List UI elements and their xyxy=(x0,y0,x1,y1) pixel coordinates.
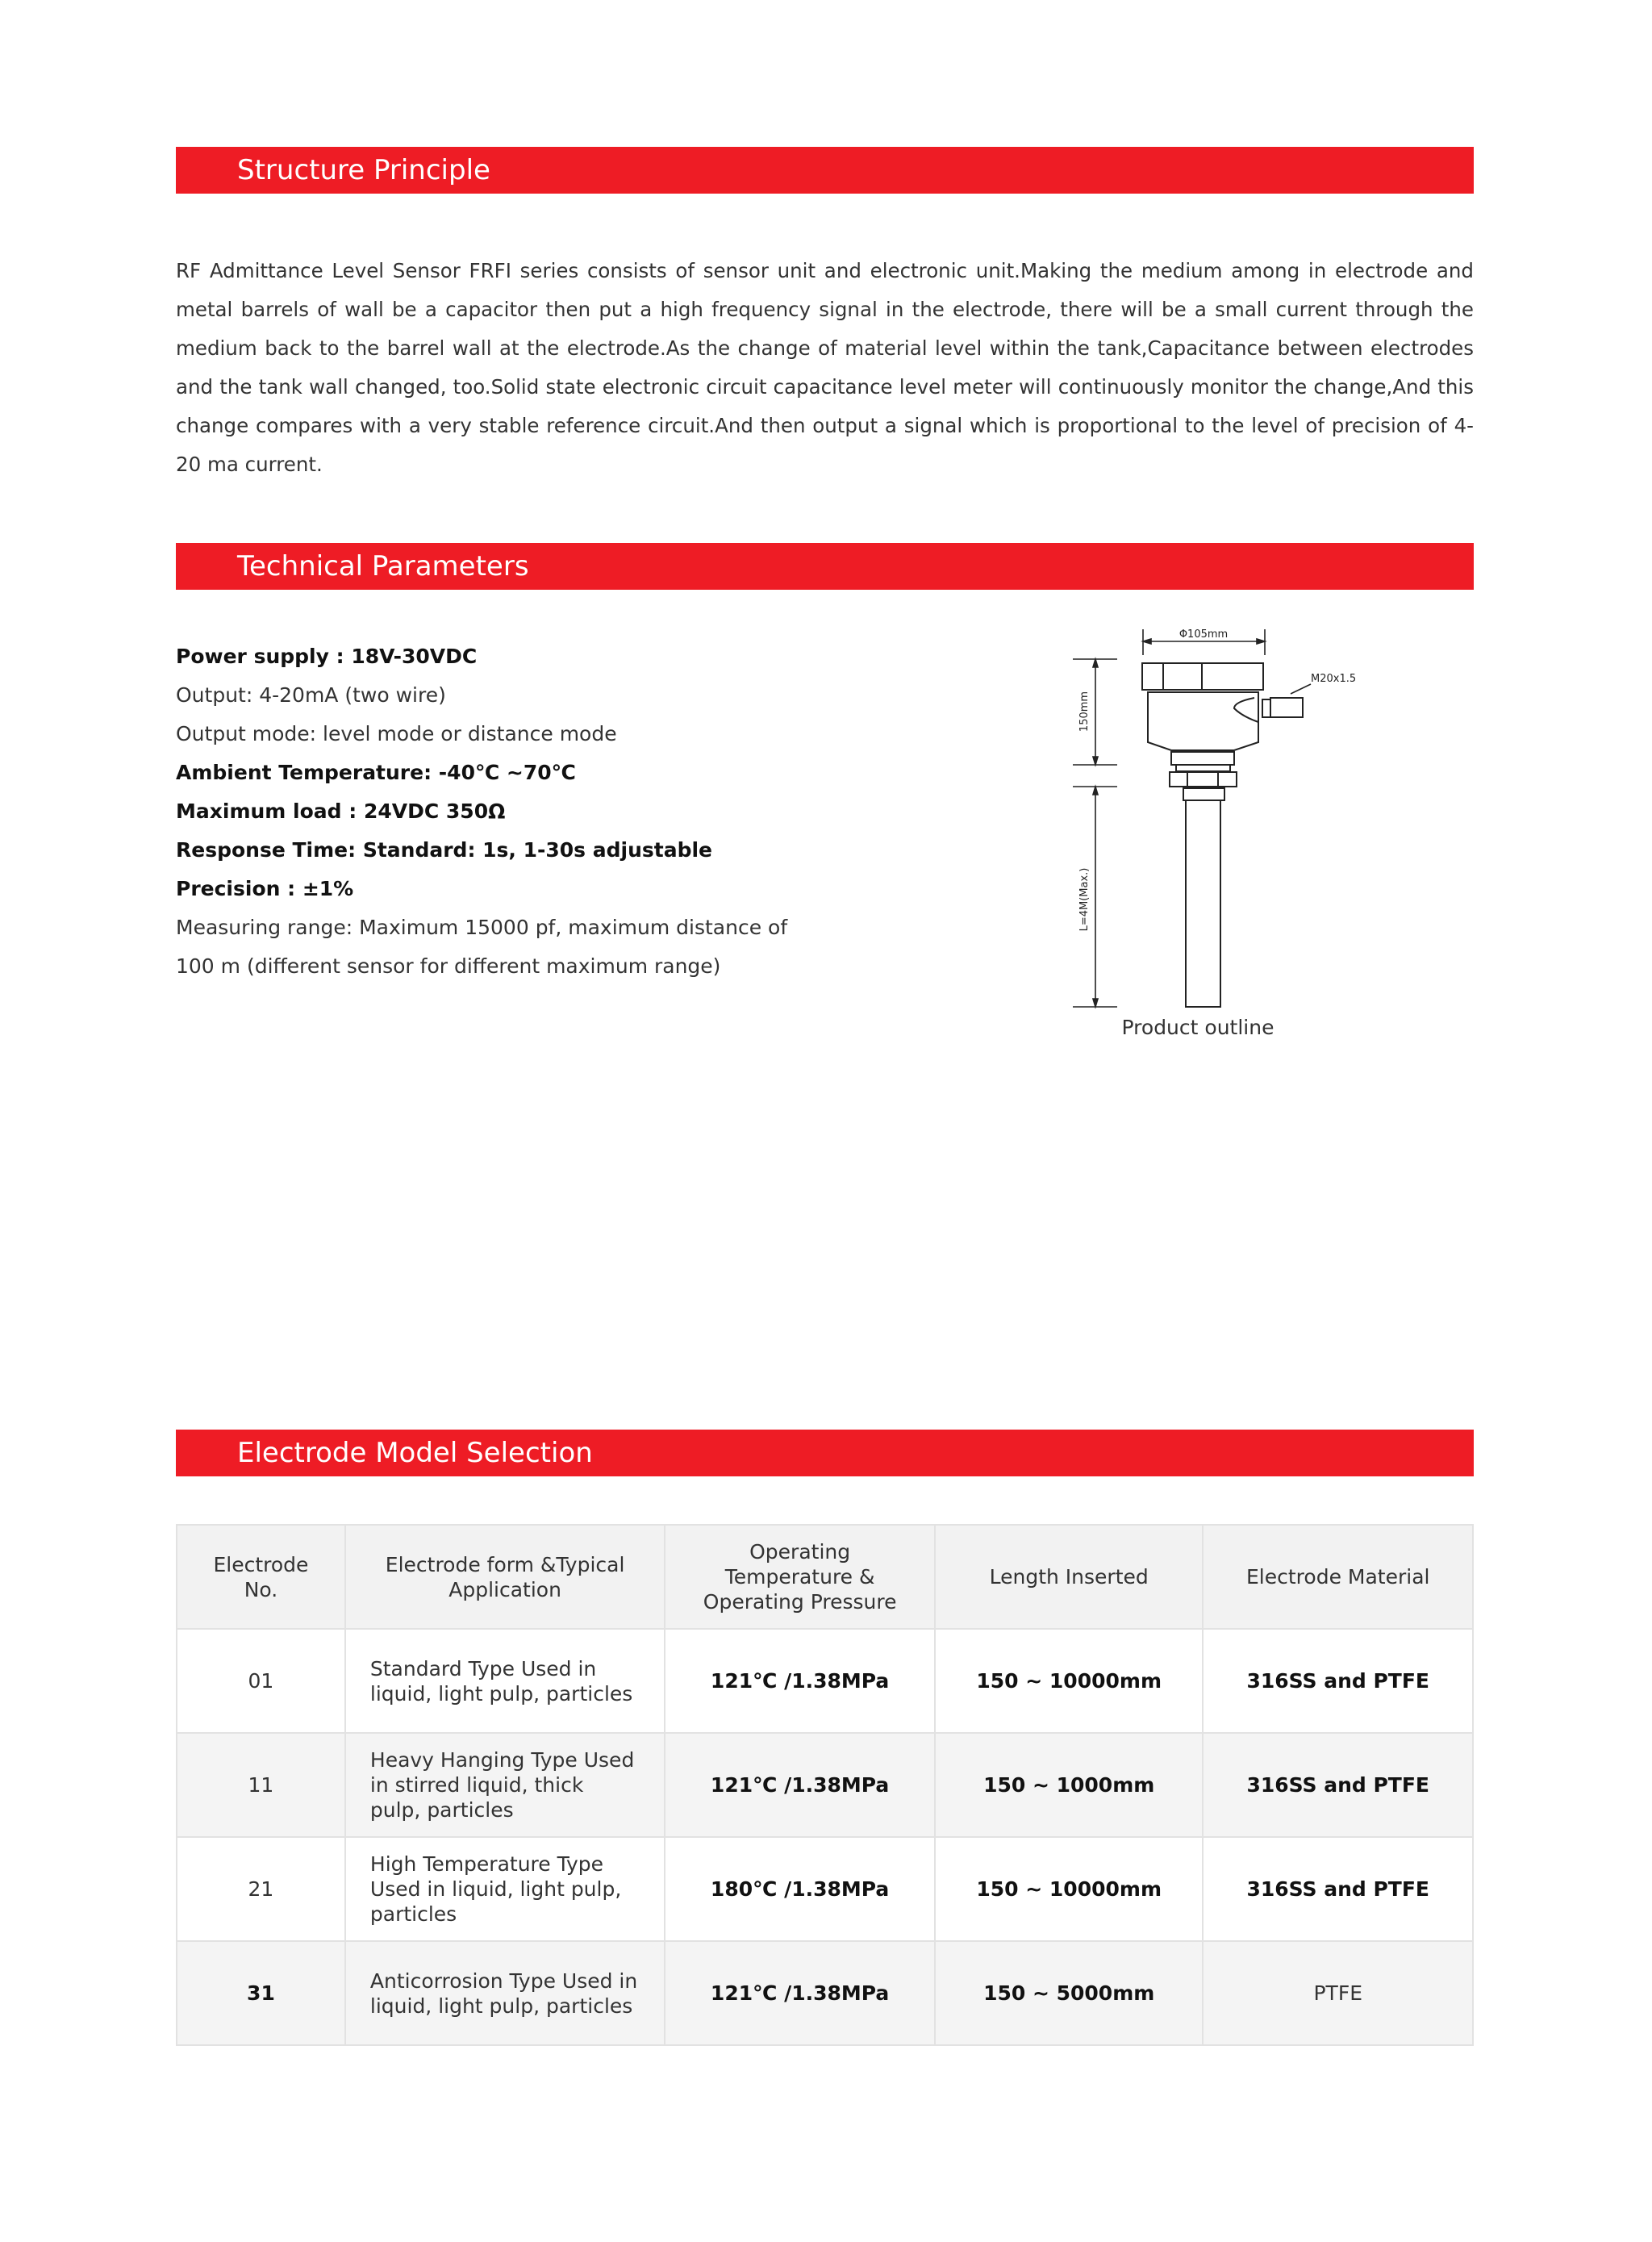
header-electrode-no: Electrode No. xyxy=(177,1525,345,1629)
param-output: Output: 4-20mA (two wire) xyxy=(176,683,446,707)
param-output-mode: Output mode: level mode or distance mode xyxy=(176,722,617,745)
table-row xyxy=(177,1733,1473,1837)
structure-paragraph: RF Admittance Level Sensor FRFI series consists of sensor unit and electronic unit.Making the medium among in electrode and metal barrels of wall be a capacitor then put a high frequency signal in the electrode, there will be a small current through the medium back to the barrel wall at the electrode.As the change of material level within the tank,Capacitance between electrodes and the tank wall changed, too.Solid state electronic circuit capacitance level meter will continuously monitor the change,And this change compares with a very stable reference circuit.And then output a signal which is proportional to the level of precision of 4-20 ma current. xyxy=(176,259,1474,476)
cell-length: 150 ~ 1000mm xyxy=(935,1733,1204,1837)
section-header-electrode: Electrode Model Selection xyxy=(176,1430,1474,1476)
param-measuring-range: Measuring range: Maximum 15000 pf, maximum distance of 100 m (different sensor for different maximum range) xyxy=(176,916,788,978)
param-power-supply: Power supply : 18V-30VDC xyxy=(176,645,478,668)
cell-no: 01 xyxy=(177,1629,345,1733)
table-row xyxy=(177,1629,1473,1733)
product-outline-diagram xyxy=(1032,621,1395,1388)
cell-temp-pressure: 180℃ /1.38MPa xyxy=(665,1837,935,1941)
param-response-time: Response Time: Standard: 1s, 1-30s adjustable xyxy=(176,838,713,862)
cell-length: 150 ~ 10000mm xyxy=(935,1837,1204,1941)
cell-application: Heavy Hanging Type Used in stirred liquid, thick pulp, particles xyxy=(345,1733,665,1837)
param-precision: Precision : ±1% xyxy=(176,877,354,900)
cell-no: 21 xyxy=(177,1837,345,1941)
diagram-caption: Product outline xyxy=(1121,1016,1274,1039)
param-ambient-temperature: Ambient Temperature: -40℃ ~70℃ xyxy=(176,761,576,784)
table-row xyxy=(177,1837,1473,1941)
section-header-structure: Structure Principle xyxy=(176,147,1474,194)
length-label: L=4M(Max.) xyxy=(1078,867,1091,932)
cell-material: 316SS and PTFE xyxy=(1203,1837,1473,1941)
table-row xyxy=(177,1941,1473,2045)
thread-label: M20x1.5 xyxy=(1311,673,1357,685)
cell-no: 31 xyxy=(177,1941,345,2045)
header-length-inserted: Length Inserted xyxy=(935,1525,1204,1629)
cell-material: 316SS and PTFE xyxy=(1203,1629,1473,1733)
electrode-rod xyxy=(1186,800,1220,1007)
parameter-list xyxy=(176,637,789,986)
header-operating-conditions: Operating Temperature & Operating Pressure xyxy=(665,1525,935,1629)
cell-application: Standard Type Used in liquid, light pulp, particles xyxy=(345,1629,665,1733)
cell-material: PTFE xyxy=(1203,1941,1473,2045)
cell-application: Anticorrosion Type Used in liquid, light pulp, particles xyxy=(345,1941,665,2045)
cell-temp-pressure: 121℃ /1.38MPa xyxy=(665,1629,935,1733)
header-electrode-form: Electrode form &Typical Application xyxy=(345,1525,665,1629)
diameter-dimension xyxy=(1143,628,1265,655)
param-maximum-load: Maximum load : 24VDC 350Ω xyxy=(176,800,506,823)
cell-temp-pressure: 121℃ /1.38MPa xyxy=(665,1733,935,1837)
table-header-row xyxy=(177,1525,1473,1629)
section-header-technical: Technical Parameters xyxy=(176,543,1474,590)
height-dimension xyxy=(1073,659,1117,765)
cell-no: 11 xyxy=(177,1733,345,1837)
cell-temp-pressure: 121℃ /1.38MPa xyxy=(665,1941,935,2045)
cell-application: High Temperature Type Used in liquid, light pulp, particles xyxy=(345,1837,665,1941)
diameter-label: Φ105mm xyxy=(1179,628,1229,641)
header-electrode-material: Electrode Material xyxy=(1203,1525,1473,1629)
cell-material: 316SS and PTFE xyxy=(1203,1733,1473,1837)
electrode-table xyxy=(176,1524,1474,2046)
length-dimension xyxy=(1073,787,1117,1007)
height-label: 150mm xyxy=(1078,691,1091,733)
cell-length: 150 ~ 5000mm xyxy=(935,1941,1204,2045)
cell-length: 150 ~ 10000mm xyxy=(935,1629,1204,1733)
sensor-housing xyxy=(1142,663,1303,1007)
